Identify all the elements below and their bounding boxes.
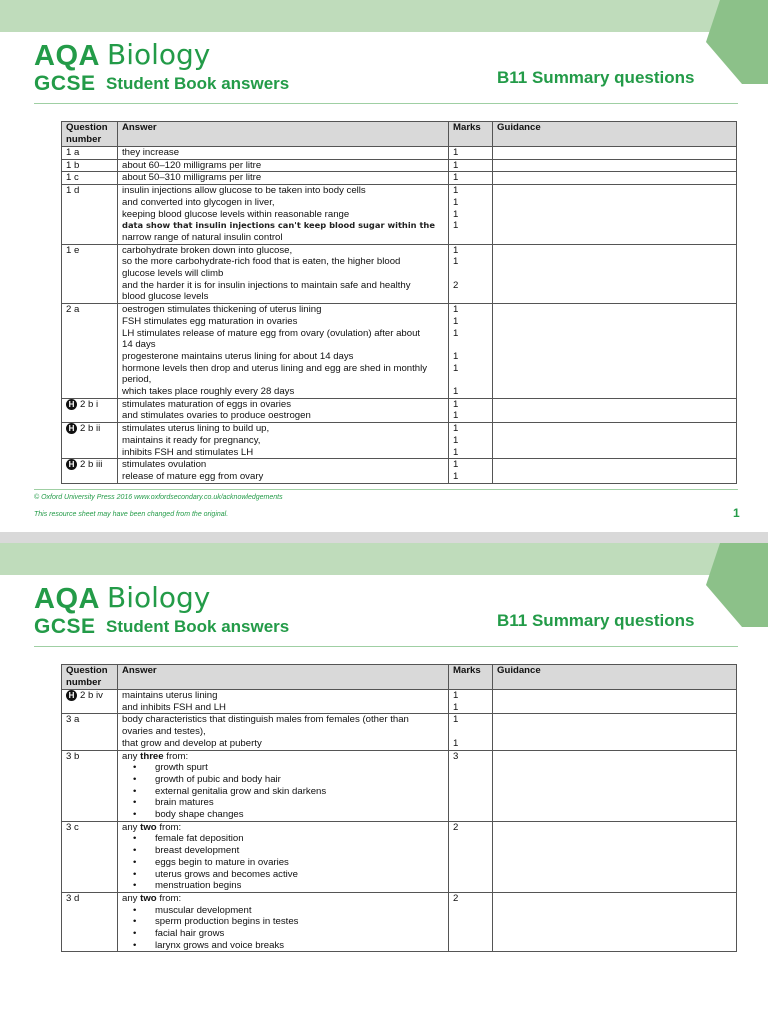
question-number: 2 b ii: [80, 423, 101, 435]
col-guidance: Guidance: [493, 122, 737, 147]
question-number: 1 c: [66, 172, 79, 184]
answer-bullet: • brain matures: [155, 797, 444, 809]
higher-tier-icon: H: [66, 423, 77, 434]
question-number: 2 a: [66, 304, 80, 316]
mark-value: 1: [453, 196, 459, 208]
mark-value: 1: [453, 737, 459, 749]
answer-bullet: • facial hair grows: [155, 928, 444, 940]
col-question: Question number: [62, 122, 118, 147]
question-number-cell: [62, 690, 118, 714]
subtitle: Student Book answers: [106, 617, 290, 636]
mark-value: 1: [453, 398, 459, 410]
answer-line: body characteristics that distinguish males from females (other than: [122, 714, 409, 726]
section-title: B11 Summary questions: [497, 611, 695, 630]
answer-line: hormone levels then drop and uterus lining and egg are shed in monthly: [122, 362, 428, 374]
question-number: 2 b iv: [80, 690, 103, 701]
guidance-cell: [493, 892, 737, 952]
answer-cell: [118, 159, 449, 172]
question-number-cell: [62, 159, 118, 172]
table-row: [62, 690, 737, 714]
mark-value: 1: [453, 423, 459, 435]
marks-cell: [449, 892, 493, 952]
question-number: 1 e: [66, 244, 80, 256]
mark-value: [453, 374, 488, 386]
mark-value: 1: [453, 690, 459, 701]
question-number: 2 b iii: [80, 459, 103, 471]
question-number: 3 c: [66, 821, 79, 833]
answer-bullet: • larynx grows and voice breaks: [155, 940, 444, 952]
answer-line: about 50–310 milligrams per litre: [122, 172, 262, 184]
marks-cell: [449, 244, 493, 304]
table-header-row: [62, 665, 737, 690]
answer-line: 14 days: [122, 339, 156, 351]
mark-value: [453, 339, 488, 351]
table-row: [62, 185, 737, 245]
answer-intro: any three from:: [122, 750, 189, 762]
question-number-cell: [62, 304, 118, 399]
answer-bullet-list: [122, 905, 444, 952]
answer-line: narrow range of natural insulin control: [122, 231, 283, 243]
marks-cell: [449, 821, 493, 892]
question-number-cell: [62, 892, 118, 952]
logo-gcse: GCSE: [34, 72, 96, 95]
mark-value: 2: [453, 821, 459, 833]
mark-value: 1: [453, 362, 459, 374]
logo-biology: Biology: [107, 38, 211, 71]
higher-tier-icon: H: [66, 399, 77, 410]
mark-value: [453, 232, 488, 244]
guidance-cell: [493, 690, 737, 714]
col-marks: Marks: [449, 665, 493, 690]
question-number: 1 d: [66, 185, 80, 197]
question-number-cell: [62, 244, 118, 304]
answer-line: stimulates maturation of eggs in ovaries: [122, 398, 292, 410]
answer-line: and converted into glycogen in liver,: [122, 196, 275, 208]
mark-value: 1: [453, 714, 459, 726]
mark-value: 1: [453, 185, 459, 197]
section-title: B11 Summary questions: [497, 68, 695, 87]
header-rule: [34, 646, 738, 647]
corner-decoration: [702, 543, 768, 627]
marks-cell: [449, 714, 493, 750]
question-number: 3 d: [66, 892, 80, 904]
answer-bullet: • menstruation begins: [155, 880, 444, 892]
question-number-cell: [62, 147, 118, 160]
col-answer: Answer: [118, 665, 449, 690]
answer-intro-count: three: [140, 750, 164, 762]
col-question: Question number: [62, 665, 118, 690]
question-number-cell: [62, 423, 118, 459]
mark-value: 2: [453, 892, 459, 904]
answer-cell: [118, 185, 449, 245]
answer-line: keeping blood glucose levels within reasonable range: [122, 208, 350, 220]
answer-bullet: • eggs begin to mature in ovaries: [155, 857, 444, 869]
answer-cell: [118, 423, 449, 459]
mark-value: 1: [453, 386, 459, 398]
mark-value: [453, 726, 488, 738]
marks-cell: [449, 690, 493, 714]
answer-cell: [118, 821, 449, 892]
answer-intro-count: two: [140, 892, 157, 904]
guidance-cell: [493, 821, 737, 892]
answer-cell: [118, 244, 449, 304]
marks-cell: [449, 147, 493, 160]
mark-value: 1: [453, 244, 459, 256]
header-rule: [34, 103, 738, 104]
page-2: [0, 543, 768, 1024]
question-number: 2 b i: [80, 398, 99, 410]
higher-tier-icon: H: [66, 459, 77, 470]
answer-line: inhibits FSH and stimulates LH: [122, 446, 254, 458]
answer-cell: [118, 714, 449, 750]
answer-intro: any two from:: [122, 892, 182, 904]
guidance-cell: [493, 459, 737, 483]
guidance-cell: [493, 244, 737, 304]
logo-aqa: AQA: [34, 40, 100, 72]
col-marks: Marks: [449, 122, 493, 147]
answer-line: stimulates ovulation: [122, 459, 207, 471]
logo-biology: Biology: [107, 581, 211, 614]
mark-value: 1: [453, 410, 459, 422]
col-guidance: Guidance: [493, 665, 737, 690]
answer-line: they increase: [122, 147, 180, 158]
mark-value: 1: [453, 256, 459, 268]
answer-bullet: • sperm production begins in testes: [155, 916, 444, 928]
mark-value: 1: [453, 470, 459, 482]
answer-line: maintains uterus lining: [122, 690, 218, 701]
marks-cell: [449, 398, 493, 422]
table-row: [62, 423, 737, 459]
logo-aqa: AQA: [34, 583, 100, 615]
answer-line: which takes place roughly every 28 days: [122, 386, 295, 398]
guidance-cell: [493, 185, 737, 245]
guidance-cell: [493, 398, 737, 422]
question-number: 1 a: [66, 147, 80, 158]
table-row: [62, 750, 737, 821]
marks-cell: [449, 172, 493, 185]
marks-cell: [449, 750, 493, 821]
page-number: 1: [733, 506, 740, 520]
answer-line: period,: [122, 374, 152, 386]
answer-line: so the more carbohydrate-rich food that is eaten, the higher blood: [122, 256, 401, 268]
answer-cell: [118, 398, 449, 422]
guidance-cell: [493, 172, 737, 185]
answer-line: release of mature egg from ovary: [122, 470, 264, 482]
guidance-cell: [493, 147, 737, 160]
answers-table-1: [61, 121, 737, 484]
answer-line: blood glucose levels: [122, 291, 209, 303]
question-number-cell: [62, 714, 118, 750]
marks-cell: [449, 159, 493, 172]
answer-line: oestrogen stimulates thickening of uterus lining: [122, 304, 322, 316]
answer-line: carbohydrate broken down into glucose,: [122, 244, 293, 256]
answers-table-2: [61, 664, 737, 952]
answer-line: that grow and develop at puberty: [122, 737, 262, 749]
guidance-cell: [493, 423, 737, 459]
answer-bullet-list: [122, 762, 444, 821]
footer-rule: [34, 489, 738, 490]
table-row: [62, 159, 737, 172]
answer-bullet: • external genitalia grow and skin darkens: [155, 786, 444, 798]
answer-cell: [118, 690, 449, 714]
table-row: [62, 892, 737, 952]
mark-value: 1: [453, 220, 459, 232]
mark-value: 1: [453, 208, 459, 220]
answer-bullet: • body shape changes: [155, 809, 444, 821]
answer-cell: [118, 172, 449, 185]
mark-value: 1: [453, 459, 459, 471]
table-row: [62, 304, 737, 399]
higher-tier-icon: H: [66, 690, 77, 701]
question-number: 3 b: [66, 750, 80, 762]
answer-cell: [118, 459, 449, 483]
mark-value: [453, 291, 488, 303]
mark-value: 1: [453, 434, 459, 446]
question-number-cell: [62, 185, 118, 245]
answer-bullet: • growth spurt: [155, 762, 444, 774]
answer-cell: [118, 892, 449, 952]
footer-disclaimer: This resource sheet may have been changed from the original.: [34, 511, 229, 518]
answer-bullet: • breast development: [155, 845, 444, 857]
question-number-cell: [62, 459, 118, 483]
mark-value: 1: [453, 304, 459, 316]
table-row: [62, 244, 737, 304]
mark-value: 2: [453, 279, 459, 291]
table-row: [62, 172, 737, 185]
mark-value: 1: [453, 350, 459, 362]
answer-bullet: • muscular development: [155, 905, 444, 917]
table-row: [62, 821, 737, 892]
answer-line: about 60–120 milligrams per litre: [122, 159, 262, 171]
mark-value: 1: [453, 147, 459, 158]
mark-value: 1: [453, 315, 459, 327]
mark-value: 1: [453, 446, 459, 458]
answer-cell: [118, 750, 449, 821]
footer-copyright: © Oxford University Press 2016 www.oxfordsecondary.co.uk/acknowledgements: [34, 494, 283, 501]
answer-line: LH stimulates release of mature egg from ovary (ovulation) after about: [122, 327, 421, 339]
answer-line: ovaries and testes),: [122, 726, 206, 738]
mark-value: [453, 268, 488, 280]
answer-line: glucose levels will climb: [122, 268, 224, 280]
mark-value: 1: [453, 327, 459, 339]
answer-bullet: • uterus grows and becomes active: [155, 869, 444, 881]
corner-decoration: [702, 0, 768, 84]
col-answer: Answer: [118, 122, 449, 147]
answer-cell: [118, 147, 449, 160]
table-header-row: [62, 122, 737, 147]
marks-cell: [449, 185, 493, 245]
question-number-cell: [62, 750, 118, 821]
table-row: [62, 459, 737, 483]
mark-value: 1: [453, 159, 459, 171]
answer-line: FSH stimulates egg maturation in ovaries: [122, 315, 298, 327]
answer-line: data show that insulin injections can't keep blood sugar within the: [122, 220, 435, 231]
mark-value: 3: [453, 750, 459, 762]
guidance-cell: [493, 159, 737, 172]
marks-cell: [449, 304, 493, 399]
answer-bullet: • female fat deposition: [155, 833, 444, 845]
table-row: [62, 147, 737, 160]
answer-line: maintains it ready for pregnancy,: [122, 434, 261, 446]
marks-cell: [449, 423, 493, 459]
question-number: 1 b: [66, 159, 80, 171]
answer-bullet: • growth of pubic and body hair: [155, 774, 444, 786]
question-number-cell: [62, 821, 118, 892]
answer-line: and inhibits FSH and LH: [122, 701, 226, 713]
header-band: [0, 543, 768, 575]
answer-intro: any two from:: [122, 821, 182, 833]
answer-line: and stimulates ovaries to produce oestrogen: [122, 410, 311, 422]
answer-line: and the harder it is for insulin injections to maintain safe and healthy: [122, 279, 411, 291]
subtitle: Student Book answers: [106, 74, 290, 93]
answer-cell: [118, 304, 449, 399]
answer-line: insulin injections allow glucose to be taken into body cells: [122, 185, 366, 197]
guidance-cell: [493, 750, 737, 821]
header-band: [0, 0, 768, 32]
answer-line: progesterone maintains uterus lining for about 14 days: [122, 350, 354, 362]
logo-gcse: GCSE: [34, 615, 96, 638]
question-number-cell: [62, 172, 118, 185]
marks-cell: [449, 459, 493, 483]
answer-bullet-list: [122, 833, 444, 892]
mark-value: 1: [453, 701, 459, 713]
guidance-cell: [493, 304, 737, 399]
table-row: [62, 398, 737, 422]
mark-value: 1: [453, 172, 459, 184]
question-number: 3 a: [66, 714, 80, 726]
table-row: [62, 714, 737, 750]
answer-line: stimulates uterus lining to build up,: [122, 423, 270, 435]
question-number-cell: [62, 398, 118, 422]
guidance-cell: [493, 714, 737, 750]
answer-intro-count: two: [140, 821, 157, 833]
